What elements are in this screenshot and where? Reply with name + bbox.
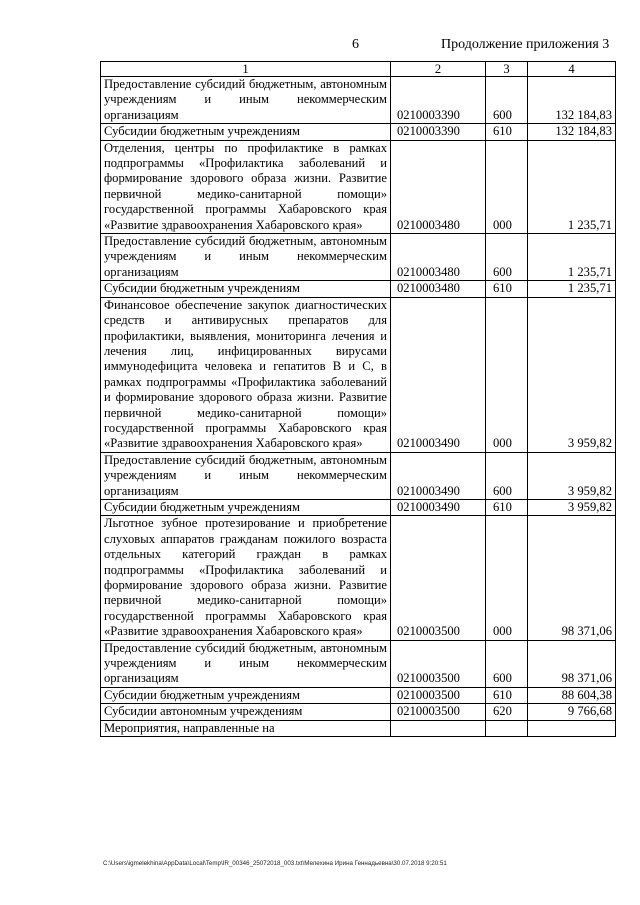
row-type: 620 [486,704,528,720]
row-amount: 98 371,06 [528,640,616,687]
row-type: 600 [486,640,528,687]
row-name: Предоставление субсидий бюджетным, автономным учреждениям и иным некоммерческим организациям [101,640,391,687]
row-name: Льготное зубное протезирование и приобретение слуховых аппаратов гражданам пожилого возраста отдельных категорий граждан в рамках подпрограммы «Профилактика заболеваний и формирование здорового образа жизни. Развитие первичной медико-санитарной помощи» государственной программы Хабаровского края «Развитие здравоохранения Хабаровского края» [101,516,391,640]
row-name: Субсидии автономным учреждениям [101,704,391,720]
row-amount: 132 184,83 [528,124,616,140]
row-amount: 98 371,06 [528,516,616,640]
row-amount: 3 959,82 [528,297,616,452]
table-row [101,499,616,515]
table-row [101,124,616,140]
row-code: 0210003500 [391,687,486,703]
table-row [101,720,616,736]
table-row [101,452,616,499]
row-type: 000 [486,297,528,452]
column-header: 1 [101,62,391,77]
column-header: 2 [391,62,486,77]
row-name: Финансовое обеспечение закупок диагностических средств и антивирусных препаратов для профилактики, выявления, мониторинга лечения и лечения лиц, инфицированных вирусами иммунодефицита человека и гепатитов В и С, в рамках подпрограммы «Профилактика заболеваний и формирование здорового образа жизни. Развитие первичной медико-санитарной помощи» государственной программы Хабаровского края «Развитие здравоохранения Хабаровского края» [101,297,391,452]
budget-table [100,61,616,737]
table-row [101,687,616,703]
row-code: 0210003480 [391,234,486,281]
row-amount: 3 959,82 [528,499,616,515]
row-amount: 9 766,68 [528,704,616,720]
row-name: Предоставление субсидий бюджетным, автономным учреждениям и иным некоммерческим организациям [101,234,391,281]
row-code: 0210003490 [391,499,486,515]
appendix-continuation-label: Продолжение приложения 3 [441,37,610,52]
row-name: Субсидии бюджетным учреждениям [101,281,391,297]
table-row [101,281,616,297]
table-header-row [101,62,616,77]
table-row [101,234,616,281]
row-type: 600 [486,452,528,499]
row-name: Субсидии бюджетным учреждениям [101,499,391,515]
column-header: 4 [528,62,616,77]
column-header: 3 [486,62,528,77]
row-name: Предоставление субсидий бюджетным, автономным учреждениям и иным некоммерческим организациям [101,452,391,499]
table-row [101,516,616,640]
table-row [101,297,616,452]
page-number: 6 [352,37,359,52]
table-row [101,77,616,124]
row-name: Субсидии бюджетным учреждениям [101,687,391,703]
row-amount: 88 604,38 [528,687,616,703]
file-path-footer: C:\Users\igmelekhina\AppData\Local\Temp\IR_00346_25072018_003.txt\Мелехина Ирина Геннадьевна\30.07.2018 9:20:51 [103,860,447,867]
row-amount: 1 235,71 [528,234,616,281]
row-type: 610 [486,124,528,140]
table-row [101,140,616,233]
row-code: 0210003480 [391,140,486,233]
row-type: 610 [486,281,528,297]
row-amount [528,720,616,736]
row-type: 600 [486,234,528,281]
row-code [391,720,486,736]
row-type: 000 [486,516,528,640]
row-name: Отделения, центры по профилактике в рамках подпрограммы «Профилактика заболеваний и формирование здорового образа жизни. Развитие первичной медико-санитарной помощи» государственной программы Хабаровского края «Развитие здравоохранения Хабаровского края» [101,140,391,233]
row-code: 0210003390 [391,77,486,124]
row-code: 0210003500 [391,704,486,720]
row-amount: 3 959,82 [528,452,616,499]
row-type: 610 [486,687,528,703]
row-code: 0210003390 [391,124,486,140]
row-name: Субсидии бюджетным учреждениям [101,124,391,140]
row-name: Предоставление субсидий бюджетным, автономным учреждениям и иным некоммерческим организациям [101,77,391,124]
row-code: 0210003480 [391,281,486,297]
row-type: 000 [486,140,528,233]
table-row [101,704,616,720]
row-amount: 132 184,83 [528,77,616,124]
row-type: 610 [486,499,528,515]
row-amount: 1 235,71 [528,140,616,233]
table-row [101,640,616,687]
row-name: Мероприятия, направленные на [101,720,391,736]
row-type [486,720,528,736]
row-code: 0210003490 [391,297,486,452]
row-type: 600 [486,77,528,124]
row-code: 0210003500 [391,640,486,687]
row-code: 0210003490 [391,452,486,499]
row-code: 0210003500 [391,516,486,640]
row-amount: 1 235,71 [528,281,616,297]
